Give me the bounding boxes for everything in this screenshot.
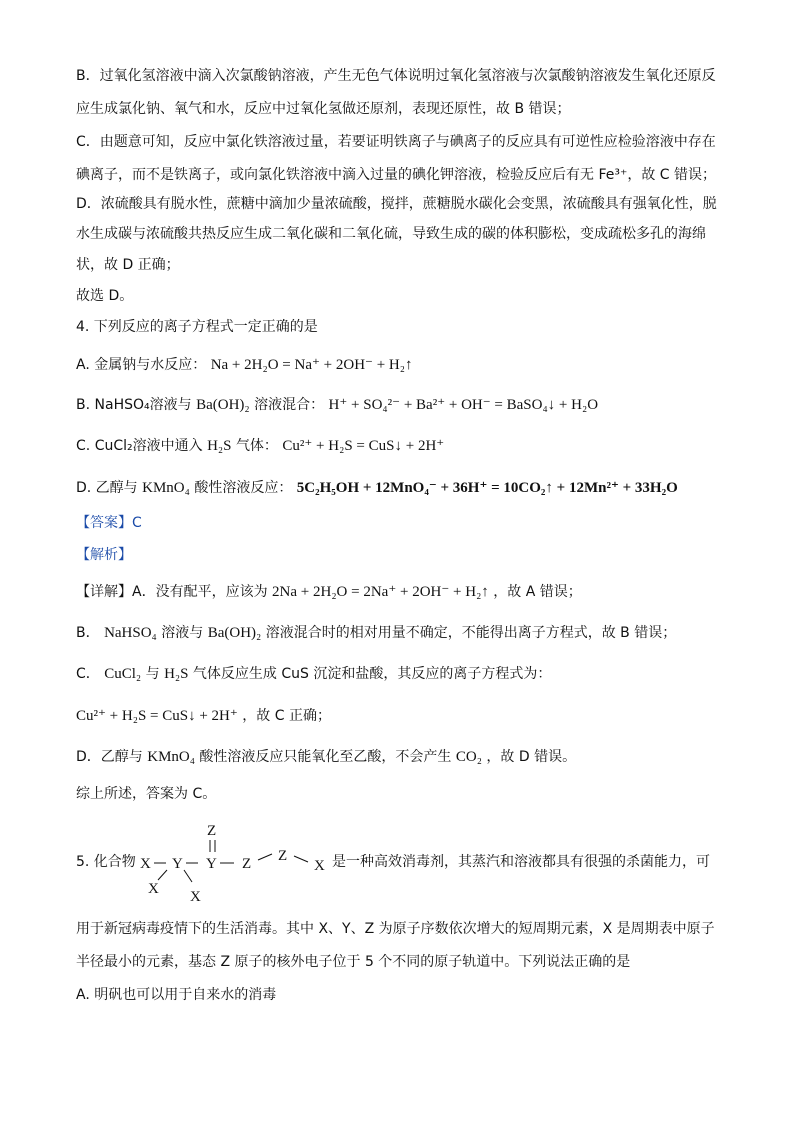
atom-y2: Y [206, 856, 217, 872]
explanation-c-line1: C．由题意可知，反应中氯化铁溶液过量，若要证明铁离子与碘离子的反应具有可逆性应检验溶液中存在 [76, 134, 716, 150]
detail-d-formula2: CO₂ [455, 749, 482, 765]
option-d-equation: 5C₂H₅OH + 12MnO₄⁻ + 36H⁺ = 10CO₂↑ + 12Mn²⁺ + 33H₂O [296, 480, 678, 496]
detail-c-pre: C． [76, 666, 100, 682]
option-c-text1: CuCl₂溶液中通入 [94, 438, 203, 454]
detail-c [76, 664, 551, 684]
detail-c-equation: Cu²⁺ + H₂S = CuS↓ + 2H⁺ [76, 708, 238, 724]
option-b-label: B. [76, 397, 91, 413]
q5-option-a: A. 明矾也可以用于自来水的消毒 [76, 987, 277, 1003]
bond [294, 856, 308, 862]
q4-option-a [76, 355, 412, 375]
detail-c-equation-line [76, 706, 331, 726]
detail-b-formula1: NaHSO₄ [104, 625, 157, 641]
detail-b [76, 623, 676, 643]
q4-option-d [76, 478, 678, 498]
detail-d [76, 747, 576, 767]
detail-a-equation: 2Na + 2H₂O = 2Na⁺ + 2OH⁻ + H₂↑ [272, 584, 489, 600]
answer-label: 【答案】C [76, 515, 142, 531]
option-c-label: C. [76, 438, 91, 454]
compound-structure [132, 818, 332, 908]
q5-stem-line3: 半径最小的元素，基态 Z 原子的核外电子位于 5 个不同的原子轨道中。下列说法正确的是 [76, 954, 631, 970]
q4-option-b [76, 395, 598, 415]
option-c-formula: H₂S [207, 438, 232, 454]
explanation-d-line3: 状，故 D 正确； [76, 257, 180, 273]
detail-d-pre: D．乙醇与 [76, 749, 143, 765]
option-d-label: D. 乙醇与 [76, 480, 138, 496]
bond [158, 870, 167, 880]
detail-c-formula2: H₂S [164, 666, 189, 682]
detail-d-formula1: KMnO₄ [147, 749, 195, 765]
atom-x3: X [190, 889, 201, 905]
atom-x2: X [148, 881, 159, 897]
detail-b-post: 溶液混合时的相对用量不确定，不能得出离子方程式，故 B 错误； [265, 625, 677, 641]
detail-c-mid: 与 [145, 666, 160, 682]
detail-b-mid: 溶液与 [161, 625, 204, 641]
detail-a [76, 582, 582, 602]
option-c-text2: 气体： [235, 438, 278, 454]
option-b-formula: Ba(OH)₂ [196, 397, 250, 413]
atom-z1: Z [242, 856, 252, 872]
detail-b-formula2: Ba(OH)₂ [207, 625, 262, 641]
detail-a-pre: 【详解】A．没有配平，应该为 [76, 584, 268, 600]
q4-stem: 4. 下列反应的离子方程式一定正确的是 [76, 319, 318, 335]
atom-x-right: X [314, 858, 325, 874]
option-a-equation: Na + 2H₂O = Na⁺ + 2OH⁻ + H₂↑ [210, 357, 413, 373]
option-b-text1: NaHSO₄溶液与 [94, 397, 192, 413]
detail-d-post: ，故 D 错误。 [486, 749, 577, 765]
detail-a-post: ，故 A 错误； [493, 584, 582, 600]
detail-b-pre: B． [76, 625, 100, 641]
explanation-d-line2: 水生成碳与浓硫酸共热反应生成二氧化碳和二氧化硫，导致生成的碳的体积膨松，变成疏松多孔的海绵 [76, 226, 706, 242]
q5-stem-line2: 用于新冠病毒疫情下的生活消毒。其中 X、Y、Z 为原子序数依次增大的短周期元素，X 是周期表中原子 [76, 921, 715, 937]
atom-z-top: Z [207, 823, 217, 839]
explanation-b-line1: B．过氧化氢溶液中滴入次氯酸钠溶液，产生无色气体说明过氧化氢溶液与次氯酸钠溶液发生氧化还原反 [76, 68, 716, 84]
summary: 综上所述，答案为 C。 [76, 786, 217, 802]
option-d-formula: KMnO₄ [142, 480, 190, 496]
detail-d-mid: 酸性溶液反应只能氧化至乙酸，不会产生 [199, 749, 452, 765]
detail-c-post: 气体反应生成 CuS 沉淀和盐酸，其反应的离子方程式为： [192, 666, 552, 682]
atom-x1: X [140, 856, 151, 872]
atom-z2: Z [278, 848, 288, 864]
option-a-label: A. 金属钠与水反应： [76, 357, 207, 373]
analysis-label: 【解析】 [76, 547, 132, 563]
q5-stem-line1: 是一种高效消毒剂，其蒸汽和溶液都具有很强的杀菌能力，可 [332, 854, 710, 870]
bond [258, 854, 272, 860]
explanation-d-line1: D．浓硫酸具有脱水性，蔗糖中滴加少量浓硫酸，搅拌，蔗糖脱水碳化会变黑，浓硫酸具有强氧化性，脱 [76, 196, 717, 212]
final-choice: 故选 D。 [76, 288, 134, 304]
option-c-equation: Cu²⁺ + H₂S = CuS↓ + 2H⁺ [282, 438, 445, 454]
q5-number: 5. 化合物 [76, 854, 136, 870]
option-b-equation: H⁺ + SO₄²⁻ + Ba²⁺ + OH⁻ = BaSO₄↓ + H₂O [328, 397, 599, 413]
q4-option-c [76, 436, 444, 456]
explanation-c-line2: 碘离子，而不是铁离子，或向氯化铁溶液中滴入过量的碘化钾溶液，检验反应后有无 Fe³⁺，故 C 错误； [76, 167, 717, 183]
atom-y1: Y [172, 856, 183, 872]
bond [184, 870, 192, 882]
explanation-b-line2: 应生成氯化钠、氧气和水，反应中过氧化氢做还原剂，表现还原性，故 B 错误； [76, 101, 571, 117]
detail-c-formula1: CuCl₂ [104, 666, 142, 682]
option-b-text2: 溶液混合： [254, 397, 325, 413]
option-d-text2: 酸性溶液反应： [194, 480, 293, 496]
detail-c-equation-post: ，故 C 正确； [242, 708, 331, 724]
